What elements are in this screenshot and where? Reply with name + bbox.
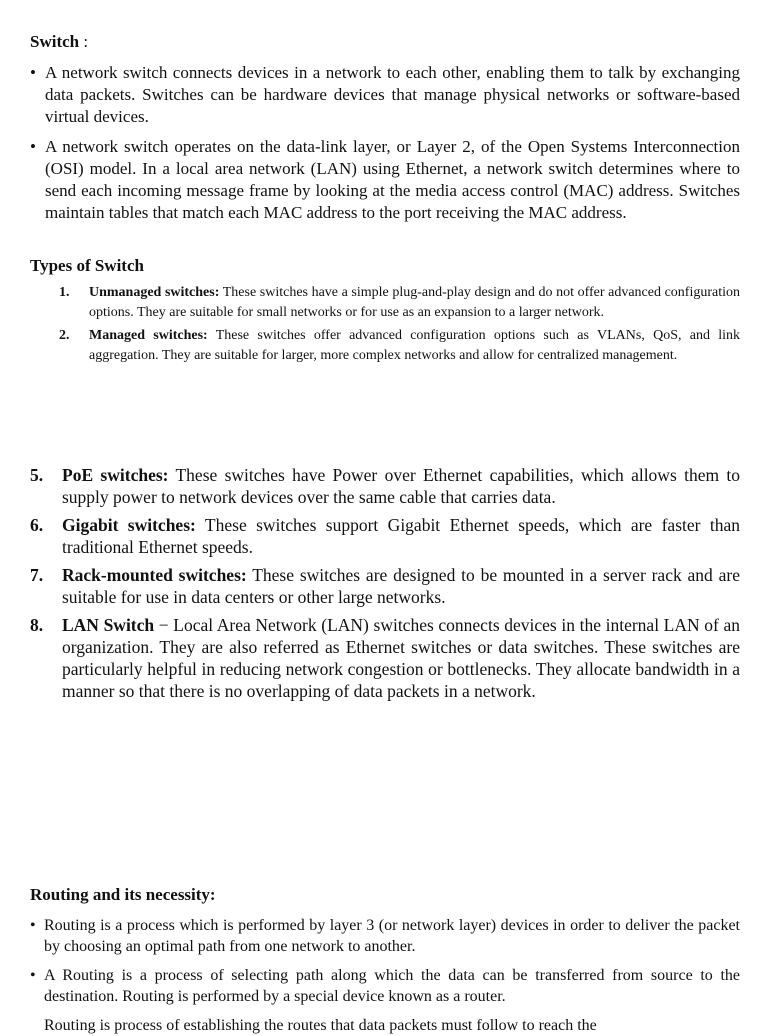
list-item <box>30 514 740 558</box>
switch-bullet-text: A network switch operates on the data-link layer, or Layer 2, of the Open Systems Interconnection (OSI) model. In a local area network (LAN) using Ethernet, a network switch determines where to send each incoming message frame by looking at the media access control (MAC) address. Switches maintain tables that match each MAC address to the port receiving the MAC address. <box>45 137 740 222</box>
list-item <box>30 614 740 702</box>
item-term: LAN Switch <box>62 615 155 635</box>
list-item <box>30 136 740 224</box>
item-number: 5. <box>30 465 44 485</box>
switch-bullets <box>30 62 740 224</box>
item-text: − Local Area Network (LAN) switches connects devices in the internal LAN of an organization. They are also referred as Ethernet switches or data switches. These switches are particularly helpful in reducing network congestion or bottlenecks. They allocate bandwidth in a manner so that there is no overlapping of data packets in a network. <box>62 615 740 701</box>
item-number: 6. <box>30 515 44 535</box>
item-number: 1. <box>59 285 70 300</box>
item-text: These switches support Gigabit Ethernet speeds, which are faster than traditional Ethernet speeds. <box>62 515 740 557</box>
list-item <box>30 564 740 608</box>
list-item <box>30 464 740 508</box>
routing-heading-block <box>30 885 740 905</box>
list-item <box>30 283 740 322</box>
list-item <box>30 62 740 128</box>
routing-bullets <box>30 915 740 1007</box>
types-list <box>30 283 740 365</box>
item-number: 8. <box>30 615 44 635</box>
item-text: These switches are designed to be mounted in a server rack and are suitable for use in data centers or other large networks. <box>62 565 740 607</box>
types-heading-block <box>30 256 740 276</box>
item-number: 7. <box>30 565 44 585</box>
more-types-list <box>30 464 740 702</box>
item-text: These switches offer advanced configuration options such as VLANs, QoS, and link aggregation. They are suitable for larger, more complex networks and allow for centralized management. <box>89 328 740 363</box>
item-term: Gigabit switches: <box>62 515 196 535</box>
routing-bullet-text: Routing is a process which is performed by layer 3 (or network layer) devices in order to deliver the packet by choosing an optimal path from one network to another. <box>44 917 740 955</box>
item-term: PoE switches: <box>62 465 169 485</box>
types-heading: Types of Switch <box>30 256 144 275</box>
item-number: 2. <box>59 328 70 343</box>
list-item <box>30 915 740 957</box>
list-item <box>30 326 740 365</box>
routing-cut-line <box>30 1016 740 1034</box>
bullet-icon: • <box>30 137 36 156</box>
routing-heading: Routing and its necessity: <box>30 885 216 904</box>
switch-heading <box>30 32 740 52</box>
switch-heading-suffix: : <box>79 32 89 51</box>
switch-bullet-text: A network switch connects devices in a network to each other, enabling them to talk by exchanging data packets. Switches can be hardware devices that manage physical networks or software-based virtual devices. <box>45 63 740 126</box>
list-item <box>30 965 740 1007</box>
item-text: These switches have Power over Ethernet capabilities, which allows them to supply power to network devices over the same cable that carries data. <box>62 465 741 507</box>
bullet-icon: • <box>30 967 36 984</box>
item-text: These switches have a simple plug-and-play design and do not offer advanced configuration options. They are suitable for small networks or for use as an expansion to a larger network. <box>89 285 740 320</box>
routing-bullet-text: A Routing is a process of selecting path along which the data can be transferred from source to the destination. Routing is performed by a special device known as a router. <box>44 967 740 1005</box>
item-term: Managed switches: <box>89 328 208 343</box>
switch-heading-block <box>30 32 740 52</box>
bullet-icon: • <box>30 917 36 934</box>
item-term: Unmanaged switches: <box>89 285 220 300</box>
routing-cut-text: Routing is process of establishing the routes that data packets must follow to reach the <box>44 1017 597 1034</box>
bullet-icon: • <box>30 63 36 82</box>
item-term: Rack-mounted switches: <box>62 565 247 585</box>
switch-heading-text: Switch <box>30 32 80 51</box>
